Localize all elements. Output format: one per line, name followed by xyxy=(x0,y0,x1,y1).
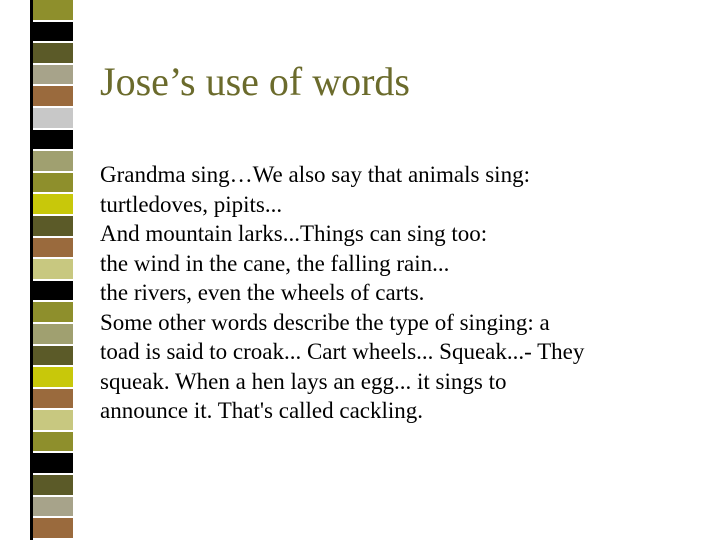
body-line-9: announce it. That's called cackling. xyxy=(100,398,424,423)
body-line-6: Some other words describe the type of singing: a xyxy=(100,309,550,335)
stripe-block xyxy=(33,22,73,44)
body-line-3: And mountain larks...Things can sing too: xyxy=(100,221,488,246)
stripe-block xyxy=(33,43,73,65)
slide-title: Jose’s use of words xyxy=(100,59,410,104)
stripe-block xyxy=(33,346,73,368)
body-line-2: turtledoves, pipits... xyxy=(100,191,283,217)
body-line-1: Grandma sing…We also say that animals sing: xyxy=(100,162,530,187)
stripe-block xyxy=(33,151,73,173)
stripe-block xyxy=(33,453,73,475)
body-line-8: squeak. When a hen lays an egg... it sings to xyxy=(100,368,507,394)
stripe-block xyxy=(33,130,73,152)
body-line-4: the wind in the cane, the falling rain... xyxy=(100,250,450,276)
stripe-block xyxy=(33,259,73,281)
body-line-5: the rivers, even the wheels of carts. xyxy=(100,280,425,305)
stripe-block xyxy=(33,497,73,519)
stripe-block xyxy=(33,432,73,454)
slide-body xyxy=(100,160,700,426)
stripe-block xyxy=(33,302,73,324)
decorative-stripe-bar xyxy=(30,0,73,540)
stripe-block xyxy=(33,475,73,497)
stripe-block xyxy=(33,194,73,216)
stripe-block xyxy=(33,216,73,238)
stripe-block xyxy=(33,389,73,411)
stripe-block xyxy=(33,108,73,130)
stripe-block xyxy=(33,0,73,22)
stripe-block xyxy=(33,238,73,260)
stripe-block xyxy=(33,65,73,87)
stripe-block xyxy=(33,324,73,346)
stripe-block xyxy=(33,367,73,389)
stripe-block xyxy=(33,86,73,108)
stripe-block xyxy=(33,410,73,432)
stripe-block xyxy=(33,281,73,303)
stripe-block xyxy=(33,173,73,195)
body-line-7: toad is said to croak... Cart wheels... Squeak...- They xyxy=(100,339,585,364)
stripe-block xyxy=(33,518,73,540)
